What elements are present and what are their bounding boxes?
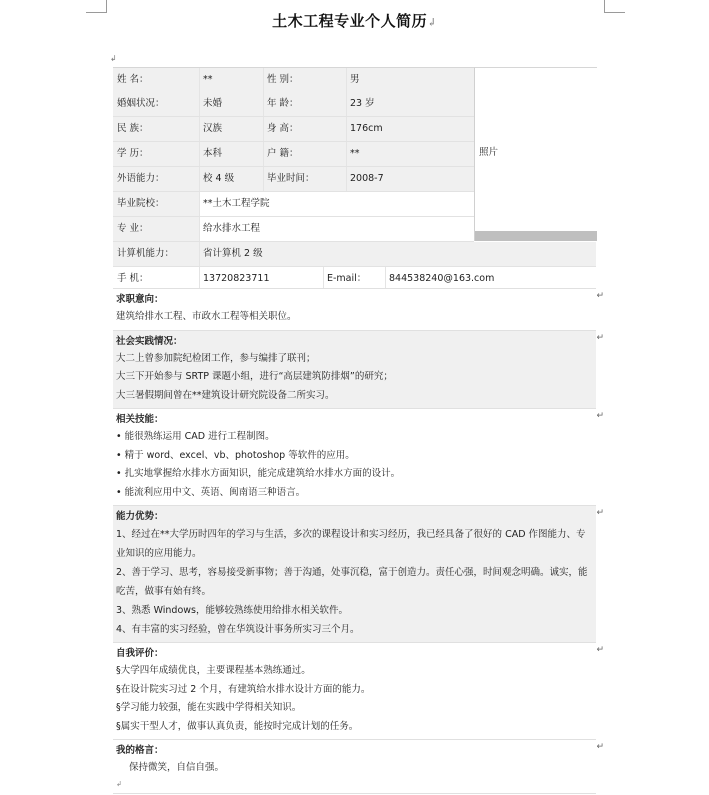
section-line: §在设计院实习过 2 个月，有建筑给水排水设计方面的能力。 bbox=[116, 683, 371, 695]
phone-label: 手 机： bbox=[117, 273, 149, 284]
gender-label: 性 别： bbox=[263, 68, 347, 92]
table-row bbox=[113, 192, 474, 217]
graduation-value: 2008-7 bbox=[346, 167, 478, 191]
paragraph-mark-icon: ↲ bbox=[116, 779, 122, 788]
paragraph-mark-icon: ↲ bbox=[110, 54, 117, 63]
age-value: 23 岁 bbox=[346, 92, 478, 116]
school-value: **土木工程学院 bbox=[199, 192, 478, 216]
section-line: §学习能力较强，能在实践中学得相关知识。 bbox=[116, 702, 302, 713]
height-value: 176cm bbox=[346, 117, 478, 141]
section-abilities bbox=[113, 505, 604, 642]
basic-info-table bbox=[113, 67, 596, 288]
section-heading: 求职意向： bbox=[116, 294, 164, 305]
graduation-label: 毕业时间： bbox=[263, 167, 347, 191]
section-social-practice bbox=[113, 330, 604, 409]
section-line: • 能流利应用中文、英语、闽南语三种语言。 bbox=[116, 486, 306, 498]
paragraph-mark-icon: ↵ bbox=[596, 291, 604, 301]
ethnicity-value: 汉族 bbox=[199, 117, 266, 141]
section-line: 保持微笑，自信自强。 bbox=[129, 762, 225, 773]
education-label: 学 历： bbox=[117, 148, 149, 159]
name-value: ** bbox=[199, 68, 266, 92]
section-item: 3、熟悉 Windows，能够较熟练使用给排水相关软件。 bbox=[116, 605, 348, 616]
section-motto bbox=[113, 739, 604, 794]
section-heading: 我的格言： bbox=[116, 745, 164, 756]
section-item: 1、经过在**大学历时四年的学习与生活，多次的课程设计和实习经历，我已经具备了很好的 CAD 作图能力、专业知识的应用能力。 bbox=[116, 529, 586, 559]
computer-label: 计算机能力： bbox=[117, 248, 175, 259]
paragraph-mark-icon: ↵ bbox=[596, 742, 604, 752]
table-row bbox=[113, 242, 596, 267]
section-line: • 精于 word、excel、vb、photoshop 等软件的应用。 bbox=[116, 449, 355, 461]
gender-value: 男 bbox=[346, 68, 478, 92]
height-label: 身 高： bbox=[263, 117, 347, 141]
section-heading: 能力优势： bbox=[116, 511, 164, 522]
section-skills bbox=[113, 408, 604, 505]
table-row bbox=[113, 217, 474, 242]
section-line: §大学四年成绩优良，主要课程基本熟练通过。 bbox=[116, 665, 311, 676]
section-heading: 自我评价： bbox=[116, 648, 164, 659]
photo-placeholder bbox=[474, 67, 597, 241]
section-line: 大三下开始参与 SRTP 课题小组，进行“高层建筑防排烟”的研究； bbox=[116, 371, 393, 382]
page-title bbox=[0, 10, 709, 31]
age-label: 年 龄： bbox=[263, 92, 347, 116]
section-line: §属实干型人才，做事认真负责，能按时完成计划的任务。 bbox=[116, 720, 359, 732]
paragraph-mark-icon: ↵ bbox=[596, 332, 604, 343]
table-row bbox=[113, 142, 474, 167]
title-text: 土木工程专业个人简历 bbox=[272, 12, 428, 30]
marital-label: 婚姻状况： bbox=[117, 98, 165, 109]
paragraph-mark-icon: ↵ bbox=[596, 645, 604, 655]
ethnicity-label: 民 族： bbox=[117, 123, 149, 134]
section-heading: 相关技能： bbox=[116, 414, 164, 425]
phone-value: 13720823711 bbox=[199, 267, 323, 291]
table-row bbox=[113, 92, 474, 117]
table-row bbox=[113, 67, 474, 93]
photo-bottom-bar bbox=[475, 231, 597, 241]
education-value: 本科 bbox=[199, 142, 266, 166]
section-self-evaluation bbox=[113, 642, 604, 739]
section-line: • 能很熟练运用 CAD 进行工程制图。 bbox=[116, 431, 275, 442]
major-label: 专 业： bbox=[117, 223, 149, 234]
language-value: 校 4 级 bbox=[199, 167, 266, 191]
section-item: 2、善于学习、思考，容易接受新事物；善于沟通，处事沉稳，富于创造力。责任心强，时间观念明确。诚实，能吃苦，做事有始有终。 bbox=[116, 567, 588, 597]
section-line: 大二上曾参加院纪检团工作，参与编排了联刊； bbox=[116, 352, 316, 364]
major-value: 给水排水工程 bbox=[199, 217, 478, 241]
section-line: 大三暑假期间曾在**建筑设计研究院设备二所实习。 bbox=[116, 389, 335, 401]
paragraph-mark-icon: ↵ bbox=[596, 508, 604, 518]
language-label: 外语能力： bbox=[117, 173, 165, 184]
section-job-intention bbox=[113, 288, 604, 330]
marital-value: 未婚 bbox=[199, 92, 266, 116]
table-row bbox=[113, 117, 474, 142]
photo-label: 照片 bbox=[479, 147, 499, 158]
school-label: 毕业院校： bbox=[117, 198, 165, 209]
resume-document bbox=[113, 67, 604, 794]
section-line: 建筑给排水工程、市政水工程等相关职位。 bbox=[116, 311, 297, 322]
paragraph-mark-icon: ↲ bbox=[427, 16, 437, 29]
hukou-label: 户 籍： bbox=[263, 142, 347, 166]
table-row bbox=[113, 167, 474, 192]
computer-value: 省计算机 2 级 bbox=[199, 242, 600, 266]
hukou-value: ** bbox=[346, 142, 478, 166]
section-item: 4、有丰富的实习经验，曾在华筑设计事务所实习三个月。 bbox=[116, 624, 360, 635]
paragraph-mark-icon: ↵ bbox=[596, 411, 604, 421]
section-line: • 扎实地掌握给水排水方面知识，能完成建筑给水排水方面的设计。 bbox=[116, 468, 401, 479]
section-heading: 社会实践情况： bbox=[116, 335, 183, 347]
email-value: 844538240@163.com bbox=[385, 267, 597, 291]
name-label: 姓 名： bbox=[117, 74, 149, 85]
email-label: E-mail： bbox=[323, 267, 387, 291]
